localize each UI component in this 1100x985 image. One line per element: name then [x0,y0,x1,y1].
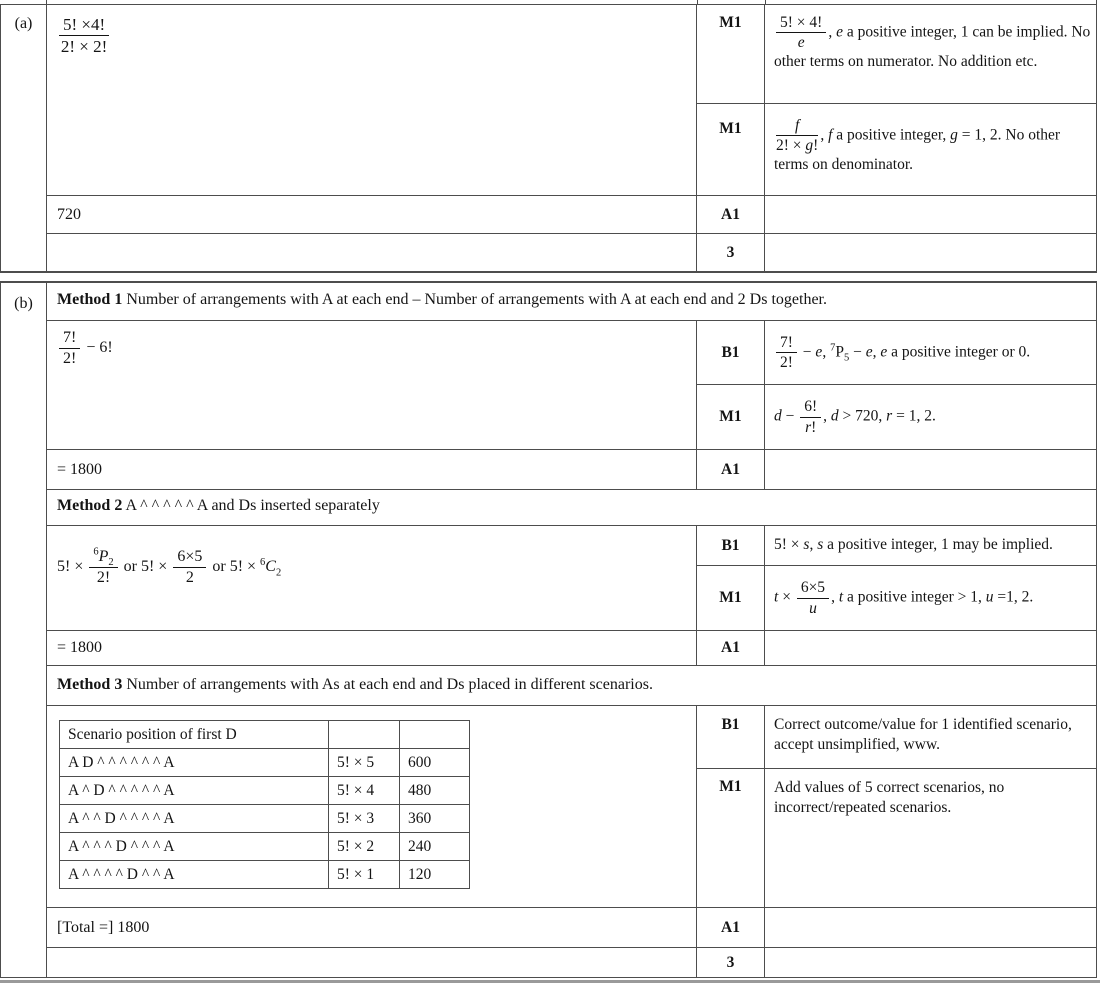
empty-cell [47,948,697,977]
mark-m1: M1 [697,104,765,195]
fraction: $\frac{6\times 5}{u}$ [797,579,829,617]
value-cell: 480 [400,777,470,805]
mark-b1: B1 [697,526,765,565]
scenario-cell: A ^ ^ ^ ^ D ^ ^ A [60,861,329,889]
guidance-cell: t × $\frac{6\times 5}{u}$ , t a positive integer > 1, u =1, 2. [774,579,1034,617]
scenario-table-header-empty [329,721,400,749]
working-cell-a [47,5,697,195]
scenario-table-header-empty [400,721,470,749]
mark-scheme-part-b [0,281,1097,978]
guidance-cell-empty [765,234,1096,271]
working-cell-method3 [47,706,697,907]
value-cell: 120 [400,861,470,889]
guidance-cell: $\frac{5! \times 4!}{e}$ , e a positive integer, 1 can be implied. No other terms on numerator. No addition etc. [774,14,1091,70]
guidance-cell-empty [765,196,1096,233]
value-cell: 600 [400,749,470,777]
guidance-cell-empty [765,908,1096,947]
method3-header: Method 3 Number of arrangements with As at each end and Ds placed in different scenarios. [47,665,1096,705]
guidance-cell: $\frac{7!}{2!}$ − e, $^7P_5 - e$, e a positive integer or 0. [765,321,1096,384]
working-cell-method2: 5! × $\frac{^6P_2}{2!}$ or 5! × $\frac{6\times 5}{2}$ or 5! × $^6C_2$ [47,526,697,630]
calc-cell: 5! × 4 [329,777,400,805]
part-label-b: (b) [1,283,47,977]
table-row [60,805,470,833]
fraction: $\frac{5! \times 4!}{e}$ [776,14,826,52]
mark-total-b: 3 [697,948,765,977]
calc-cell: 5! × 3 [329,805,400,833]
fraction: $\frac{7!}{2!}$ [776,334,797,372]
mark-b1: B1 [697,706,765,768]
mark-a1: A1 [697,908,765,947]
mark-total-a: 3 [697,234,765,271]
mark-a1: A1 [697,450,765,489]
guidance-cell: d − $\frac{6!}{r!}$ , d > 720, r = 1, 2. [774,398,936,436]
total-cell-method3: [Total =] 1800 [47,908,697,947]
empty-cell [47,234,697,271]
guidance-cell: Add values of 5 correct scenarios, no incorrect/repeated scenarios. [774,779,1005,817]
guidance-cell: 5! × s, s a positive integer, 1 may be implied. [774,536,1053,554]
working-cell-method1: $\frac{7!}{2!}$ − 6! [47,321,697,449]
table-row [60,749,470,777]
guidance-cell: $\frac{f}{2! \times g!}$ , f a positive integer, g = 1, 2. No other terms on denominator. [774,117,1061,173]
scenario-cell: A ^ ^ ^ D ^ ^ ^ A [60,833,329,861]
scenario-table-header: Scenario position of first D [60,721,329,749]
guidance-cell-empty [765,948,1096,977]
fraction: $\frac{^6P_2}{2!}$ [89,548,117,587]
method1-header: Method 1 Number of arrangements with A at each end – Number of arrangements with A at each end and 2 Ds together. [57,291,827,308]
scenario-cell: A ^ ^ D ^ ^ ^ ^ A [60,805,329,833]
mark-m1: M1 [697,566,765,630]
guidance-cell: Correct outcome/value for 1 identified scenario, accept unsimplified, www. [774,716,1072,754]
fraction: $\frac{6\times 5}{2}$ [173,548,206,587]
fraction: $\frac{f}{2! \times g!}$ [776,117,819,155]
fraction: $\frac{6!}{r!}$ [800,398,821,436]
calc-cell: 5! × 1 [329,861,400,889]
mark-a1: A1 [697,196,765,233]
mark-b1: B1 [697,321,765,384]
mark-m1: M1 [697,769,765,907]
result-cell-method1: = 1800 [47,450,697,489]
guidance-cell-empty [765,631,1096,665]
method2-header: Method 2 A ^ ^ ^ ^ ^ A and Ds inserted separately [47,489,1096,525]
scenario-cell: A D ^ ^ ^ ^ ^ ^ A [60,749,329,777]
page-bottom-edge [0,980,1100,983]
table-row [60,777,470,805]
table-row [60,861,470,889]
calc-cell: 5! × 5 [329,749,400,777]
mark-m1: M1 [697,385,765,449]
scenario-cell: A ^ D ^ ^ ^ ^ ^ A [60,777,329,805]
fraction: $\frac{7!}{2!}$ [59,329,80,368]
mark-m1: M1 [697,5,765,103]
mark-scheme-part-a [0,4,1097,273]
calc-cell: 5! × 2 [329,833,400,861]
guidance-cell-empty [765,450,1096,489]
scenario-table [59,720,470,889]
fraction: $\frac{5! \times 4!}{2! \times 2!}$ [60,15,108,57]
value-cell: 360 [400,805,470,833]
value-cell: 240 [400,833,470,861]
part-label-a: (a) [1,5,47,271]
table-row [60,833,470,861]
answer-cell-a: 720 [47,196,697,233]
result-cell-method2: = 1800 [47,631,697,665]
mark-a1: A1 [697,631,765,665]
